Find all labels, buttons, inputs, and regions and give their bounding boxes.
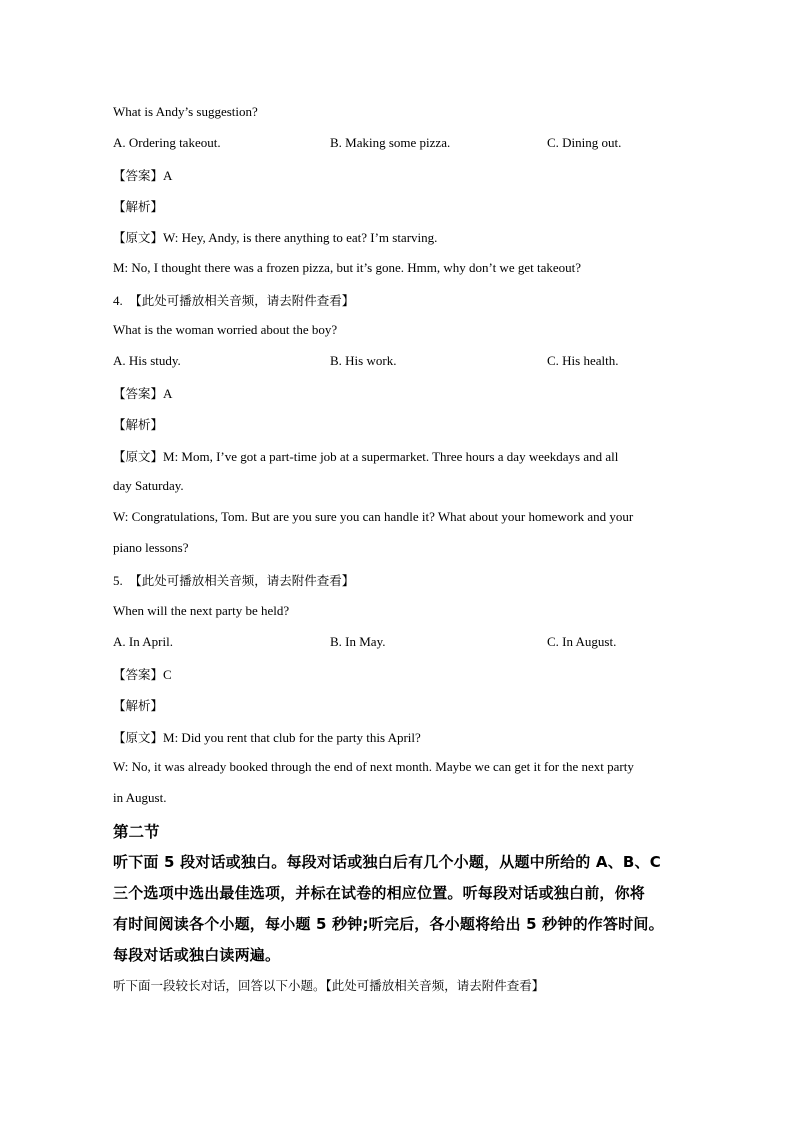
q4-answer: A <box>163 386 173 401</box>
q3-source-text-2: M: No, I thought there was a frozen pizza, but it’s gone. Hmm, why don’t we get takeout? <box>113 260 582 275</box>
q3-option-a: A. Ordering takeout. <box>113 135 221 150</box>
q5-number: 5. <box>113 573 123 588</box>
q5-source-text-2b: in August. <box>113 790 167 805</box>
answer-tag: 【答案】 <box>113 386 164 401</box>
q4-option-b: B. His work. <box>330 353 397 368</box>
q3-option-c: C. Dining out. <box>547 135 622 150</box>
q4-option-c: C. His health. <box>547 353 619 368</box>
q4-question: What is the woman worried about the boy? <box>113 322 338 337</box>
q4-source-text-1: M: Mom, I’ve got a part-time job at a supermarket. Three hours a day weekdays and all <box>163 449 619 464</box>
q4-number: 4. <box>113 293 123 308</box>
answer-tag: 【答案】 <box>113 667 164 682</box>
q5-question: When will the next party be held? <box>113 603 290 618</box>
q4-analysis-tag: 【解析】 <box>113 417 164 432</box>
q4-answer-line <box>113 384 172 402</box>
answer-tag: 【答案】 <box>113 168 164 183</box>
q4-heading <box>113 291 354 309</box>
section-title: 第二节 <box>113 823 160 841</box>
q5-audio-link[interactable]: 【此处可播放相关音频，请去附件查看】 <box>129 573 355 588</box>
q5-source-line <box>113 728 421 746</box>
source-tag: 【原文】 <box>113 449 164 464</box>
source-tag: 【原文】 <box>113 730 164 745</box>
q4-source-text-2: W: Congratulations, Tom. But are you sure you can handle it? What about your homework and your <box>113 509 634 524</box>
q5-source-text-1: M: Did you rent that club for the party this April? <box>163 730 421 745</box>
section-instruction-4: 每段对话或独白读两遍。 <box>113 946 281 964</box>
q4-option-a: A. His study. <box>113 353 181 368</box>
q4-source-text-2b: piano lessons? <box>113 540 189 555</box>
q4-source-text-1b: day Saturday. <box>113 478 184 493</box>
q3-source-line <box>113 228 437 246</box>
q5-answer-line <box>113 665 172 683</box>
q5-analysis-tag: 【解析】 <box>113 698 164 713</box>
source-tag: 【原文】 <box>113 230 164 245</box>
q3-question: What is Andy’s suggestion? <box>113 104 258 119</box>
q5-option-b: B. In May. <box>330 634 386 649</box>
section-audio-link[interactable]: 【此处可播放相关音频，请去附件查看】 <box>325 978 545 993</box>
q5-source-text-2: W: No, it was already booked through the end of next month. Maybe we can get it for the next party <box>113 759 634 774</box>
q4-source-line <box>113 447 618 465</box>
q3-option-b: B. Making some pizza. <box>330 135 451 150</box>
q5-answer: C <box>163 667 172 682</box>
q3-answer-line <box>113 166 172 184</box>
q3-analysis-tag: 【解析】 <box>113 199 164 214</box>
section-lead-line <box>113 976 544 994</box>
section-lead: 听下面一段较长对话，回答以下小题。 <box>113 978 326 993</box>
q5-option-c: C. In August. <box>547 634 617 649</box>
q5-heading <box>113 571 354 589</box>
section-instruction-3: 有时间阅读各个小题，每小题 5 秒钟;听完后，各小题将给出 5 秒钟的作答时间。 <box>113 915 664 933</box>
section-instruction-1: 听下面 5 段对话或独白。每段对话或独白后有几个小题，从题中所给的 A、B、C <box>113 853 661 871</box>
q3-answer: A <box>163 168 173 183</box>
q5-option-a: A. In April. <box>113 634 173 649</box>
q4-audio-link[interactable]: 【此处可播放相关音频，请去附件查看】 <box>129 293 355 308</box>
q3-source-text-1: W: Hey, Andy, is there anything to eat? I’m starving. <box>163 230 438 245</box>
section-instruction-2: 三个选项中选出最佳选项，并标在试卷的相应位置。听每段对话或独白前，你将 <box>113 884 646 902</box>
